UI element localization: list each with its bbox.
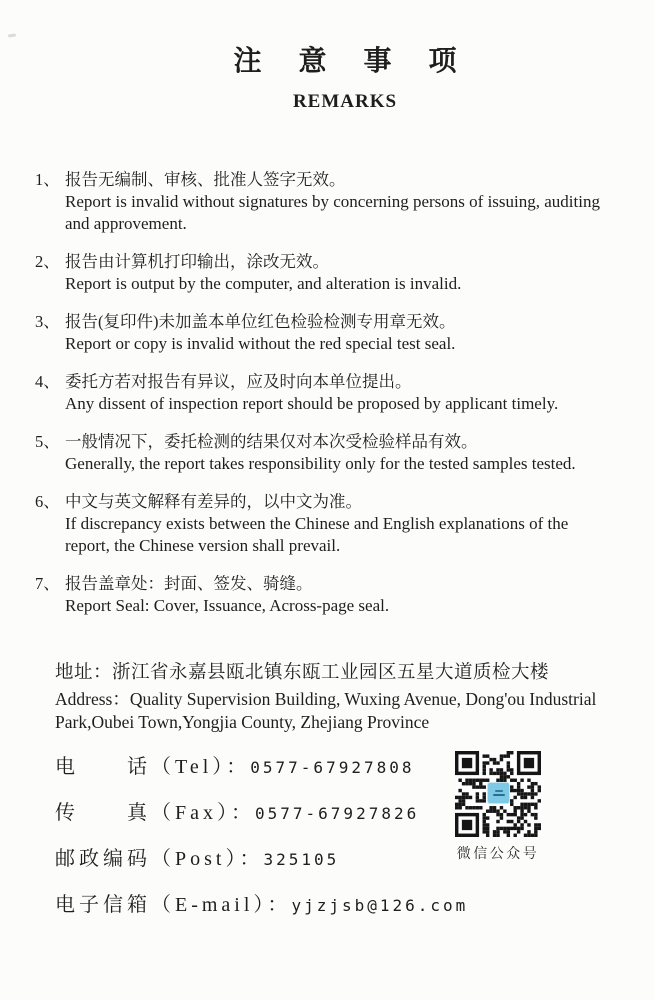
remark-text-cn: 报告盖章处：封面、签发、骑缝。 [65, 573, 313, 593]
remark-text-cn: 报告(复印件)未加盖本单位红色检验检测专用章无效。 [65, 311, 456, 331]
remark-text-en: Report Seal: Cover, Issuance, Across-page seal. [65, 595, 390, 615]
remark-number: 4、 [35, 371, 60, 391]
remark-text-cn: 报告由计算机打印输出，涂改无效。 [65, 251, 329, 271]
telephone-value: 0577-67927808 [250, 757, 415, 777]
postcode-value: 325105 [263, 849, 340, 869]
qr-center-logo [487, 782, 510, 804]
wechat-qr-section [449, 751, 547, 863]
remark-number: 1、 [35, 169, 60, 189]
remark-number: 2、 [35, 251, 60, 271]
remark-text-cn: 中文与英文解释有差异的，以中文为准。 [65, 491, 362, 511]
remark-text-cn: 报告无编制、审核、批准人签字无效。 [65, 169, 346, 189]
remarks-list [35, 169, 614, 617]
remark-text-en: If discrepancy exists between the Chinese and English explanations of the report, the Chinese version shall prevail. [65, 513, 569, 555]
qr-caption: 微信公众号 [456, 847, 540, 862]
email-value: yjzjsb@126.com [291, 895, 469, 915]
remark-item-1 [35, 169, 614, 235]
email-label: 电子信箱（E-mail）： [55, 893, 292, 916]
page-title-english: REMARKS [292, 90, 398, 112]
remark-text-en: Report is invalid without signatures by concerning persons of issuing, auditing and approvement. [65, 191, 600, 233]
remark-number: 3、 [35, 311, 60, 331]
remark-item-5 [35, 431, 614, 475]
postcode-label: 邮政编码（Post）： [55, 847, 264, 870]
remark-item-3 [35, 311, 614, 355]
email-row [55, 888, 614, 917]
page-header [65, 45, 625, 113]
remark-number: 6、 [35, 491, 60, 511]
fax-label: 传 真（Fax）： [55, 801, 255, 824]
address-block [55, 661, 614, 734]
address-english: Address：Quality Supervision Building, Wuxing Avenue, Dong'ou Industrial Park,Oubei Town,Yongjia County, Zhejiang Province [55, 688, 597, 732]
remark-item-6 [35, 491, 614, 557]
remark-number: 5、 [35, 431, 60, 451]
remark-text-en: Any dissent of inspection report should be proposed by applicant timely. [65, 393, 559, 413]
address-chinese: 地址：浙江省永嘉县瓯北镇东瓯工业园区五星大道质检大楼 [55, 662, 550, 683]
fax-value: 0577-67927826 [255, 803, 420, 823]
remark-number: 7、 [35, 573, 60, 593]
remark-text-en: Report or copy is invalid without the red special test seal. [65, 333, 456, 353]
remark-text-cn: 委托方若对报告有异议，应及时向本单位提出。 [65, 371, 412, 391]
wechat-qr-code [455, 751, 541, 837]
remark-item-4 [35, 371, 614, 415]
remark-item-7 [35, 573, 614, 617]
remark-item-2 [35, 251, 614, 295]
remark-text-en: Report is output by the computer, and alteration is invalid. [65, 273, 462, 293]
remark-text-en: Generally, the report takes responsibility only for the tested samples tested. [65, 453, 576, 473]
page-title-chinese: 注意事项 [233, 46, 494, 77]
remark-text-cn: 一般情况下，委托检测的结果仅对本次受检验样品有效。 [65, 431, 478, 451]
telephone-label: 电 话（Tel）： [55, 755, 251, 778]
